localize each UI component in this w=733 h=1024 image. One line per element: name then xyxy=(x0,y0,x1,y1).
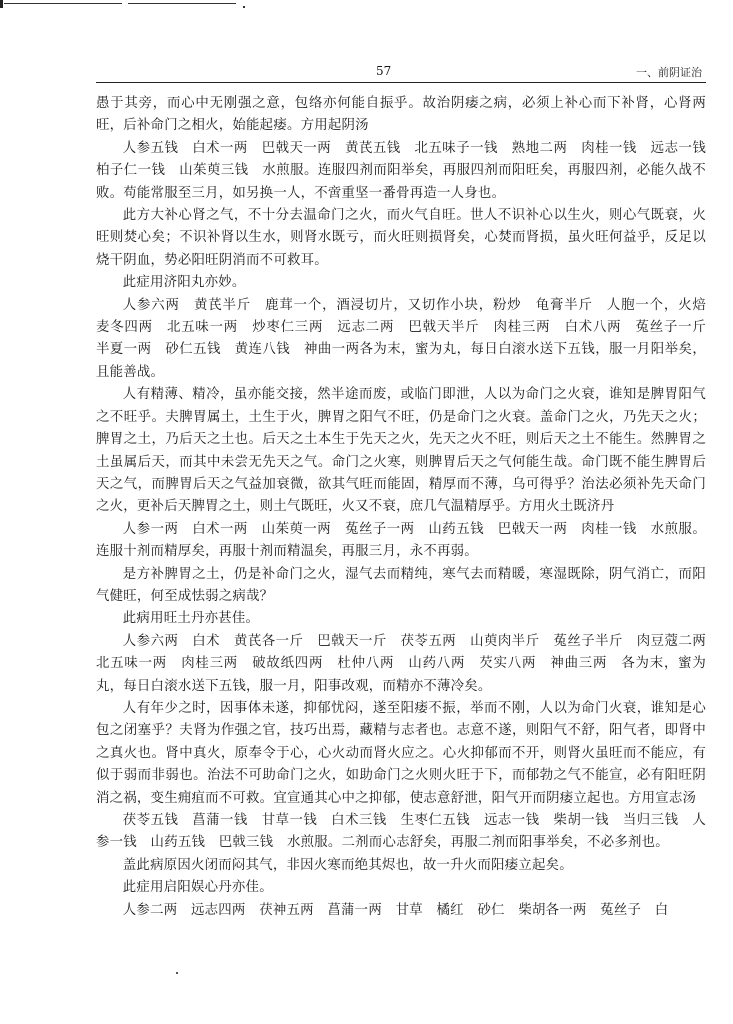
scan-rule-left xyxy=(4,3,122,4)
scan-top-edge xyxy=(0,0,733,10)
scan-edge-mark xyxy=(0,0,3,8)
running-head: 一、前阴证治 xyxy=(636,66,702,79)
page-header xyxy=(96,62,706,83)
page-number: 57 xyxy=(376,64,392,78)
prescription: 人参六两 黄芪半斤 鹿茸一个，酒浸切片，又切作小块，粉炒 龟膏半斤 人胞一个，火焙 麦冬四两 北五味一两 炒枣仁三两 远志二两 巴戟天半斤 肉桂三两 白术八两 菟丝子一斤 半夏一两 砂仁五钱 黄连八钱 神曲一两各为末，蜜为丸，每日白滚水送下五钱，服一月阳举矣，且能善战。 xyxy=(96,297,720,380)
paragraph: 是方补脾胃之土，仍是补命门之火，湿气去而精纯，寒气去而精暖，寒湿既除，阴气消亡，而阳气健旺，何至成怯弱之病哉？ xyxy=(96,566,706,604)
scan-dot xyxy=(243,6,245,8)
scan-rule-right xyxy=(128,3,236,4)
prescription: 人参五钱 白术一两 巴戟天一两 黄芪五钱 北五味子一钱 熟地二两 肉桂一钱 远志一钱 柏子仁一钱 山茱萸三钱 水煎服。连服四剂而阳举矣，再服四剂而阳旺矣，再服四剂，必能久战不败。苟能常服至三月，如另换一人，不啻重坚一番骨再造一人身也。 xyxy=(96,140,720,201)
prescription: 人参二两 远志四两 茯神五两 菖蒲一两 甘草 橘红 砂仁 柴胡各一两 菟丝子 白 xyxy=(122,902,669,918)
paragraph: 此症用济阳丸亦妙。 xyxy=(122,275,246,291)
prescription: 人参六两 白术 黄芪各一斤 巴戟天一斤 茯苓五两 山萸肉半斤 菟丝子半斤 肉豆蔻二两 北五味一两 肉桂三两 破故纸四两 杜仲八两 山药八两 芡实八两 神曲三两 各为末，蜜为丸，每日白滚水送下五钱，服一月，阳事改观，而精亦不薄冷矣。 xyxy=(96,633,720,694)
paragraph: 人有精薄、精冷，虽亦能交接，然半途而废，或临门即泄，人以为命门之火衰，谁知是脾胃阳气之不旺乎。夫脾胃属土，土生于火，脾胃之阳气不旺，仍是命门之火衰。盖命门之火，乃先天之火；脾胃之土，乃后天之土也。后天之土本生于先天之火，先天之火不旺，则后天之土不能生。然脾胃之土虽属后天，而其中未尝无先天之气。命门之火寒，则脾胃后天之气何能生哉。命门既不能生脾胃后天之气，而脾胃后天之气益加衰微，欲其气旺而能固，精厚而不薄，乌可得乎？治法必须补先天命门之火，更补后天脾胃之土，则土气既旺，火又不衰，庶几气温精厚乎。方用火土既济丹 xyxy=(96,387,706,515)
paragraph: 此症用启阳娱心丹亦佳。 xyxy=(122,880,273,896)
prescription: 茯苓五钱 菖蒲一钱 甘草一钱 白术三钱 生枣仁五钱 远志一钱 柴胡一钱 当归三钱 人参一钱 山药五钱 巴戟三钱 水煎服。二剂而心志舒矣，再服二剂而阳事举矣，不必多剂也。 xyxy=(96,813,706,851)
page-body xyxy=(96,93,720,922)
paragraph: 愚于其旁，而心中无刚强之意，包络亦何能自振乎。故治阴痿之病，必须上补心而下补肾，心肾两旺，后补命门之相火，始能起痿。方用起阴汤 xyxy=(96,96,706,134)
paragraph: 此方大补心肾之气，不十分去温命门之火，而火气自旺。世人不识补心以生火，则心气既衰，火旺则焚心矣；不识补肾以生水，则肾水既亏，而火旺则损肾矣，心焚而肾损，虽火旺何益乎，反足以烧干阴血，势必阳旺阴消而不可救耳。 xyxy=(96,208,706,268)
paragraph: 盖此病原因火闭而闷其气，非因火寒而绝其烬也，故一升火而阳痿立起矣。 xyxy=(122,857,573,873)
paragraph: 此病用旺土丹亦甚佳。 xyxy=(122,611,260,627)
paragraph: 人有年少之时，因事体未遂，抑郁忧闷，遂至阳痿不振，举而不刚，人以为命门火衰，谁知是心包之闭塞乎？夫肾为作强之官，技巧出焉，藏精与志者也。志意不遂，则阳气不舒，阳气者，即肾中之真火也。肾中真火，原奉令于心，心火动而肾火应之。心火抑郁而不开，则肾火虽旺而不能应，有似于弱而非弱也。治法不可助命门之火，如助命门之火则火旺于下，而郁勃之气不能宣，必有阳旺阴消之祸，变生痈疽而不可救。宜宣通其心中之抑郁，使志意舒泄，阳气开而阴痿立起也。方用宣志汤 xyxy=(96,700,706,806)
prescription: 人参一两 白术一两 山茱萸一两 菟丝子一两 山药五钱 巴戟天一两 肉桂一钱 水煎服。连服十剂而精厚矣，再服十剂而精温矣，再服三月，永不再弱。 xyxy=(96,521,706,560)
scan-speck xyxy=(176,972,178,974)
